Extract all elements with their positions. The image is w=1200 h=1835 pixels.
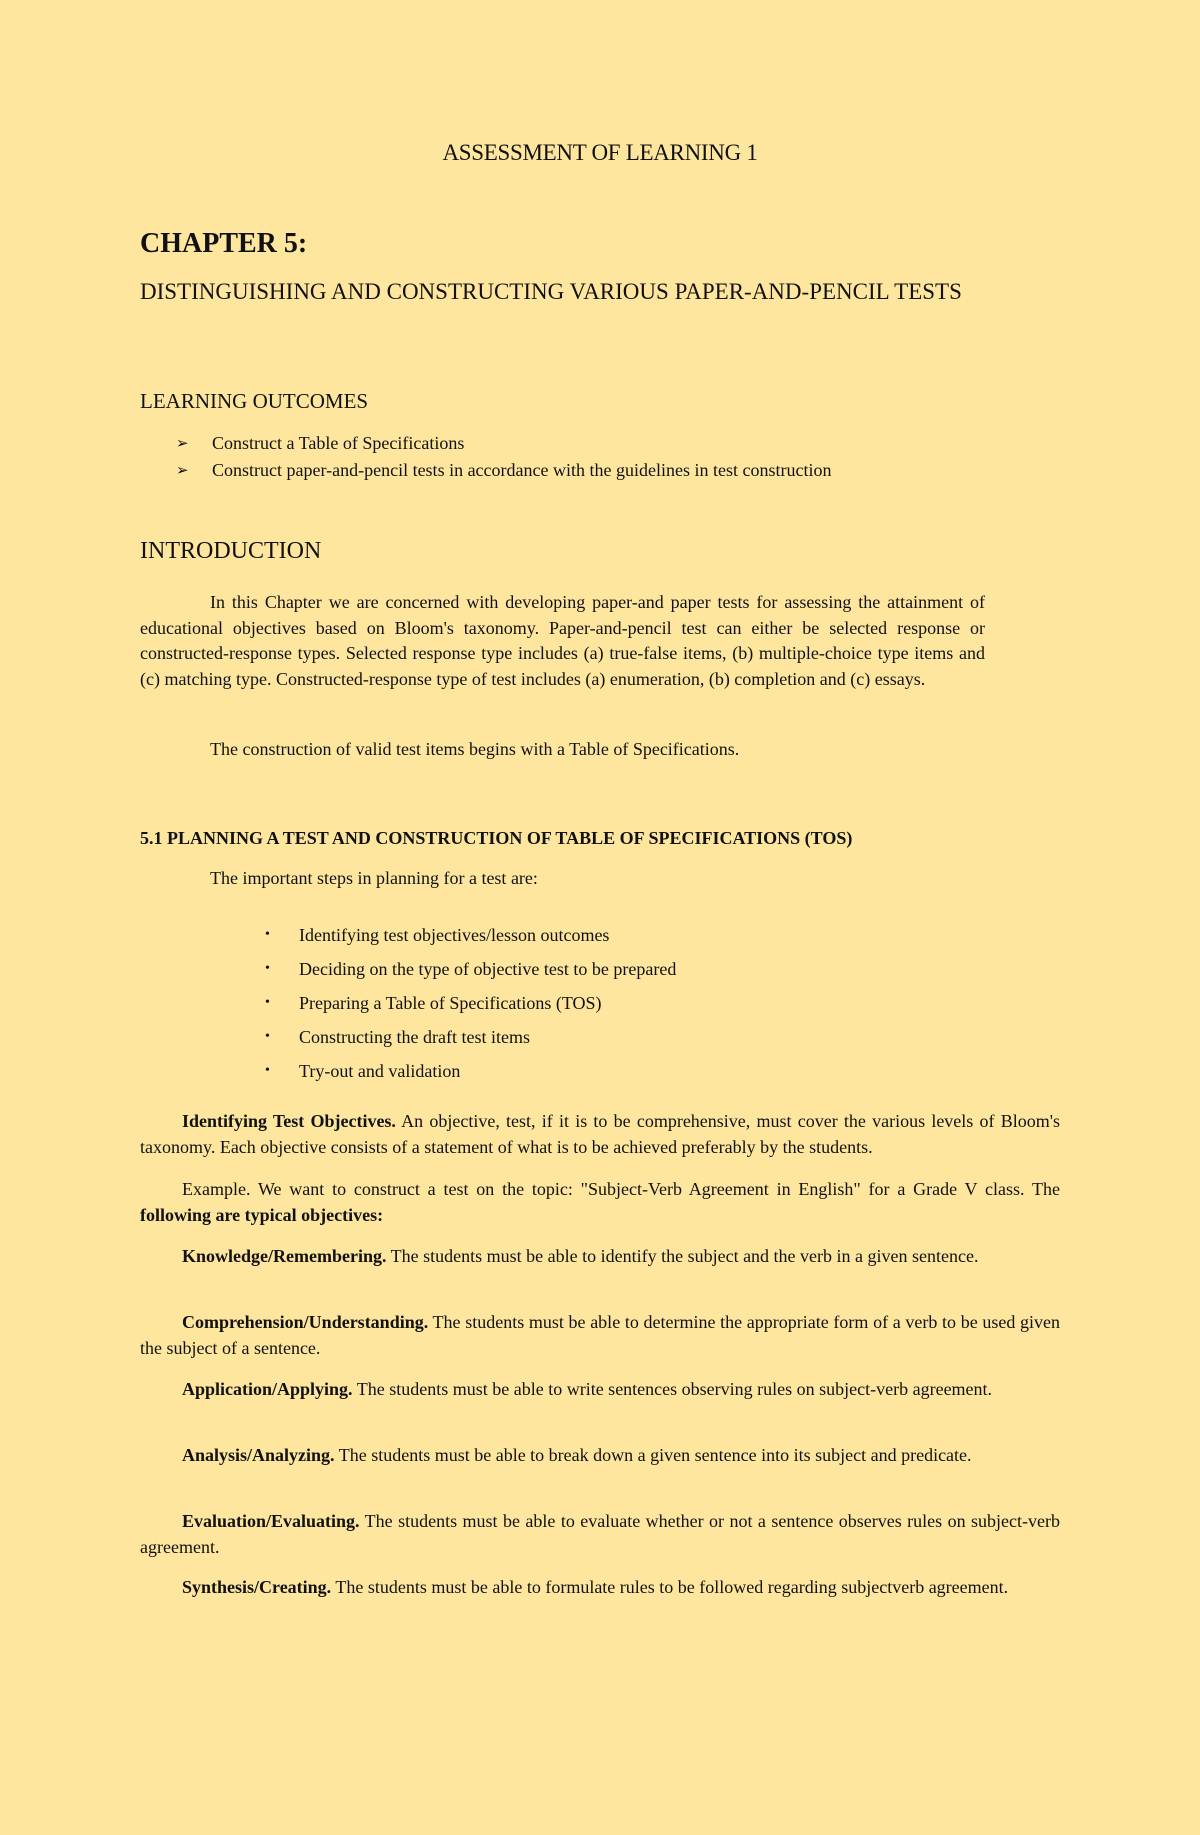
objective-text: The students must be able to write sentences observing rules on subject-verb agreement. [352,1379,993,1399]
learning-outcome-text: Construct paper-and-pencil tests in accordance with the guidelines in test construction [212,460,832,480]
objective-knowledge [140,1243,1060,1269]
bullet-icon: • [265,1063,270,1078]
objective-analysis [140,1442,1060,1468]
step-text: Identifying test objectives/lesson outcomes [299,924,610,945]
introduction-paragraph: In this Chapter we are concerned with developing paper-and paper tests for assessing the attainment of educational objectives based on Bloom's taxonomy. Paper-and-pencil test can either be selected response or constructed-response types. Selected response type includes (a) true-false items, (b) multiple-choice type items and (c) matching type. Constructed-response type of test includes (a) enumeration, (b) completion and (c) essays. [140,592,985,689]
objective-label: Evaluation/Evaluating. [182,1511,360,1531]
step-text: Preparing a Table of Specifications (TOS) [299,992,602,1013]
steps-intro: The important steps in planning for a test are: [210,868,538,888]
paragraph-text: An objective, test, if it is to be comprehensive, must cover the various levels of Bloom's taxonomy. Each objective consists of a statement of what is to be achieved preferably by the students. [140,1111,1060,1157]
step-text: Deciding on the type of objective test to be prepared [299,958,677,979]
objective-label: Knowledge/Remembering. [182,1246,387,1266]
bullet-icon: • [265,1029,270,1044]
learning-outcome-text: Construct a Table of Specifications [212,433,465,453]
arrow-bullet-icon: ➢ [176,463,189,479]
objective-text: The students must be able to identify the subject and the verb in a given sentence. [386,1246,979,1266]
objective-label: Analysis/Analyzing. [182,1445,335,1465]
objective-text: The students must be able to evaluate whether or not a sentence observes rules on subject-verb agreement. [140,1511,1060,1557]
objective-synthesis [140,1574,1060,1600]
tos-intro-paragraph: The construction of valid test items begins with a Table of Specifications. [210,739,740,759]
list-item [265,952,676,986]
chapter-number: CHAPTER 5: [140,228,308,259]
identifying-objectives-paragraph [140,1108,1060,1160]
bullet-icon: • [265,927,270,942]
learning-outcomes-heading: LEARNING OUTCOMES [140,389,369,413]
objective-evaluation [140,1508,1060,1560]
objective-text: The students must be able to formulate rules to be followed regarding subjectverb agreement. [331,1577,1009,1597]
objective-text: The students must be able to determine the appropriate form of a verb to be used given the subject of a sentence. [140,1312,1060,1358]
paragraph-label: Identifying Test Objectives. [182,1111,396,1131]
objective-label: Application/Applying. [182,1379,353,1399]
bullet-icon: • [265,961,270,976]
list-item [265,1054,676,1088]
example-paragraph [140,1176,1060,1228]
list-item [176,430,831,457]
paragraph-text: Example. We want to construct a test on the topic: "Subject-Verb Agreement in English" for a Grade V class. The [182,1179,1060,1199]
objective-label: Comprehension/Understanding. [182,1312,429,1332]
arrow-bullet-icon: ➢ [176,436,189,452]
learning-outcomes-list [176,430,831,484]
objective-comprehension [140,1309,1060,1361]
step-text: Try-out and validation [299,1060,461,1081]
chapter-title: DISTINGUISHING AND CONSTRUCTING VARIOUS PAPER-AND-PENCIL TESTS [140,279,962,304]
step-text: Constructing the draft test items [299,1026,530,1047]
objective-application [140,1376,1060,1402]
objective-label: Synthesis/Creating. [182,1577,332,1597]
objective-text: The students must be able to break down a given sentence into its subject and predicate. [334,1445,972,1465]
section-heading: 5.1 PLANNING A TEST AND CONSTRUCTION OF TABLE OF SPECIFICATIONS (TOS) [140,828,853,848]
planning-steps-list [265,918,676,1088]
list-item [176,457,831,484]
introduction-heading: INTRODUCTION [140,538,322,564]
course-header: ASSESSMENT OF LEARNING 1 [442,140,758,165]
list-item [265,918,676,952]
list-item [265,1020,676,1054]
paragraph-bold-text: following are typical objectives: [140,1205,384,1225]
bullet-icon: • [265,995,270,1010]
list-item [265,986,676,1020]
